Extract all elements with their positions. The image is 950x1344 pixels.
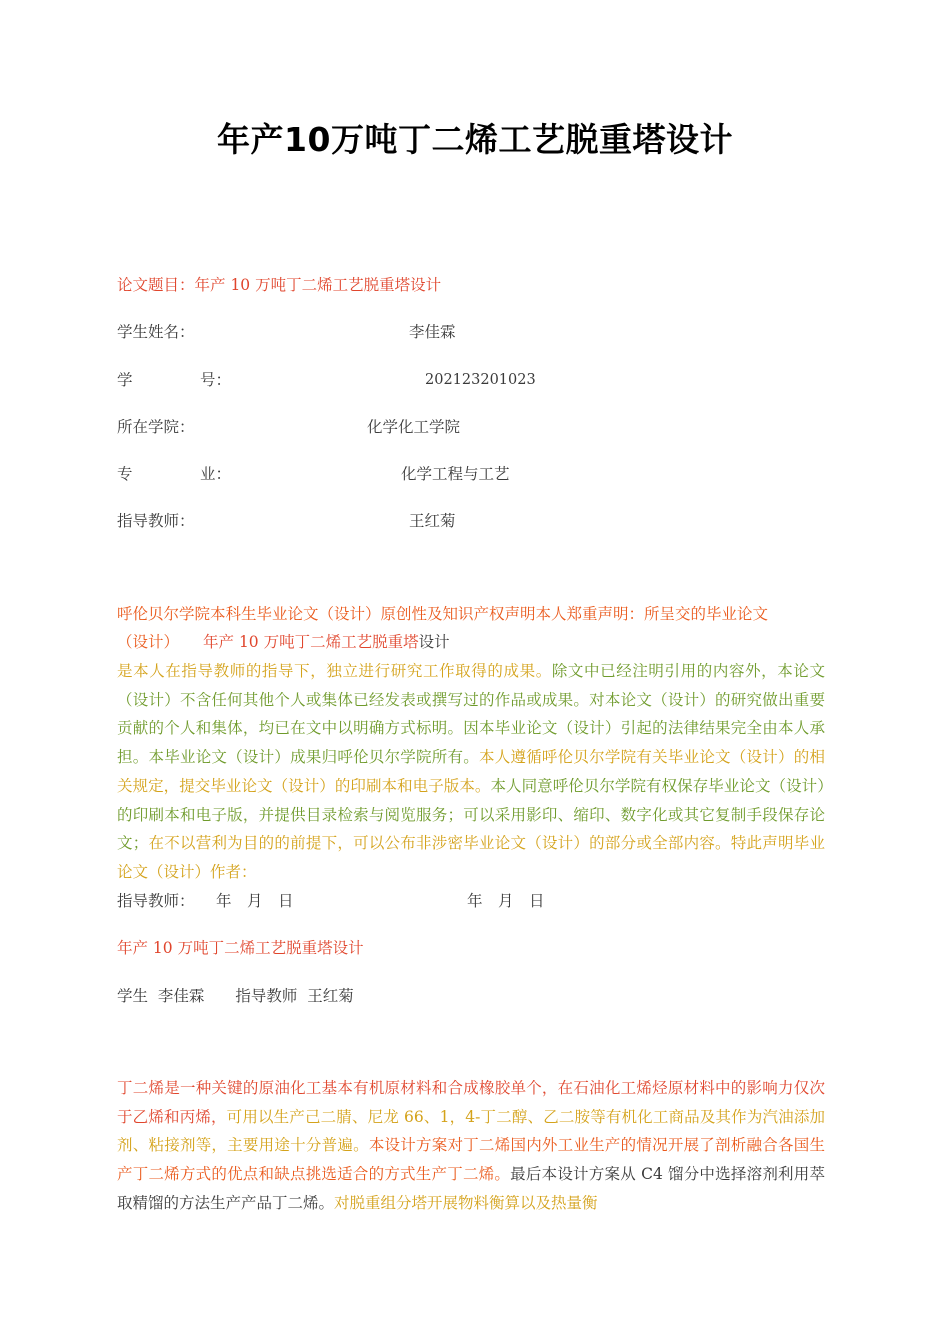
topic-line: [117, 275, 441, 295]
declaration-line-1: 呼伦贝尔学院本科生毕业论文（设计）原创性及知识产权声明本人郑重声明：所呈交的毕业论文: [117, 605, 769, 623]
abstract-part-1: 丁二烯是一种关键的原油化工基本有机原材料和合成橡胶单个，在石油化工烯烃原材料中的影响力仅次于乙烯和丙烯，: [117, 1079, 825, 1126]
major-label-b: 业：: [200, 465, 232, 483]
topic-label: 论文题目：: [117, 276, 195, 294]
declaration-body-part-3: 本人遵循呼伦贝尔学院有关毕业论文（设计）的相关规定，提交毕业论文（设计）的印刷本和电子版本。: [117, 748, 825, 795]
declaration-body: [117, 657, 825, 887]
major-label-a: 专: [117, 465, 133, 483]
abstract-part-2: 可用以生产己二腈、尼龙 66、1，4-丁二醇、乙二胺等有机化工商品及其作为汽油添加剂、粘接剂等，主要用途十分普遍。: [117, 1107, 825, 1155]
advisor-label: 指导教师：: [117, 512, 195, 530]
sign-date-advisor: 年 月 日: [216, 892, 294, 910]
college-value: 化学化工学院: [367, 418, 461, 436]
byline: 学生 李佳霖 指导教师 王红菊: [117, 987, 354, 1005]
topic-value: 年产 10 万吨丁二烯工艺脱重塔设计: [194, 276, 442, 294]
major-value: 化学工程与工艺: [401, 465, 510, 483]
id-label-a: 学: [117, 371, 133, 389]
sign-date-author: 年 月 日: [467, 892, 545, 910]
declaration-line-2: [117, 632, 450, 652]
declaration-body-part-5: 在不以营利为目的的前提下，可以公布非涉密毕业论文（设计）的部分或全部内容。特此声明毕业论文（设计）作者：: [117, 834, 825, 881]
id-value: 202123201023: [425, 372, 536, 388]
college-label: 所在学院：: [117, 418, 195, 436]
sign-advisor-label: 指导教师：: [117, 892, 195, 910]
abstract-part-4: 最后本设计方案从 C4 馏分中选择溶剂利用萃取精馏的方法生产产品丁二烯。: [117, 1165, 825, 1212]
document-title: 年产10万吨丁二烯工艺脱重塔设计: [217, 120, 733, 159]
declaration-body-part-1: 是本人在指导教师的指导下，独立进行研究工作取得的成果。: [117, 662, 552, 680]
declaration-body-part-4: 本人同意呼伦贝尔学院有权保存毕业论文（设计）的印刷本和电子版，并提供目录检索与阅览服务；可以采用影印、缩印、数字化或其它复制手段保存论文；: [117, 776, 825, 853]
advisor-value: 王红菊: [409, 512, 456, 530]
abstract-body: [117, 1074, 825, 1218]
declaration-body-part-2: 除文中已经注明引用的内容外，本论文（设计）不含任何其他个人或集体已经发表或撰写过的作品或成果。对本论文（设计）的研究做出重要贡献的个人和集体，均已在文中以明确方式标明。因本毕业论文（设计）引起的法律结果完全由本人承担。本毕业论文（设计）成果归呼伦贝尔学院所有。: [117, 662, 825, 767]
id-label-b: 号：: [200, 371, 232, 389]
declaration-design-tag: （设计）: [117, 633, 180, 651]
abstract-part-3: 本设计方案对丁二烯国内外工业生产的情况开展了剖析融合各国生产丁二烯方式的优点和缺点挑选适合的方式生产丁二烯。: [117, 1136, 825, 1184]
declaration-thesis-title: 年产 10 万吨丁二烯工艺脱重塔: [203, 633, 419, 651]
name-value: 李佳霖: [409, 323, 456, 341]
name-label: 学生姓名：: [117, 323, 195, 341]
abstract-title: 年产 10 万吨丁二烯工艺脱重塔设计: [117, 939, 364, 957]
abstract-part-5: 对脱重组分塔开展物料衡算以及热量衡: [334, 1193, 598, 1212]
declaration-thesis-title-end: 设计: [418, 633, 450, 651]
